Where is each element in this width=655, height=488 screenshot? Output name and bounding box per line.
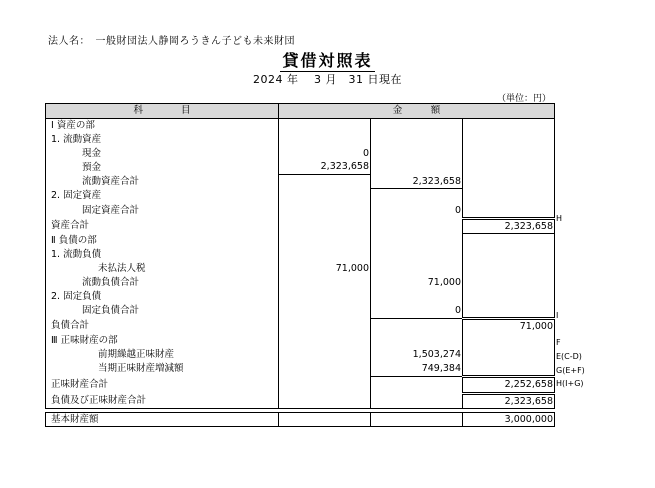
amount-col-3 <box>463 133 555 147</box>
amount-col-3 <box>463 262 555 276</box>
amount-col-1: 2,323,658 <box>279 160 371 174</box>
amount-col-1 <box>279 361 371 376</box>
table-row <box>46 146 555 160</box>
row-label: 2. 固定負債 <box>46 289 279 303</box>
amount-col-2: 71,000 <box>371 276 463 290</box>
amount-col-2: 0 <box>371 203 463 218</box>
amount-col-3: 2,323,658 <box>463 218 555 234</box>
amount-col-2: 749,384 <box>371 361 463 376</box>
table-row <box>46 318 555 333</box>
amount-col-3 <box>463 203 555 218</box>
amount-col-3 <box>463 234 555 248</box>
amount-col-1 <box>279 118 371 132</box>
side-note: G(E+F) <box>556 365 585 375</box>
amount-col-2 <box>371 218 463 234</box>
amount-col-1: 71,000 <box>279 262 371 276</box>
amount-col-2: 2,323,658 <box>371 174 463 188</box>
amount-col-1 <box>279 218 371 234</box>
amount-col-2 <box>371 262 463 276</box>
amount-col-2 <box>371 334 463 348</box>
header-item: 科 目 <box>46 104 279 119</box>
amount-col-2 <box>371 289 463 303</box>
row-label: 預金 <box>46 160 279 174</box>
amount-col-1 <box>279 376 371 393</box>
amount-col-2 <box>371 146 463 160</box>
row-label: 流動負債合計 <box>46 276 279 290</box>
row-label: 固定資産合計 <box>46 203 279 218</box>
amount-col-3: 2,252,658 <box>463 376 555 393</box>
amount-col-3 <box>463 276 555 290</box>
fund-row <box>46 413 555 427</box>
row-label: Ⅱ 負債の部 <box>46 234 279 248</box>
amount-col-3 <box>463 347 555 361</box>
amount-col-1 <box>279 133 371 147</box>
amount-col-1 <box>279 289 371 303</box>
amount-col-3 <box>463 303 555 318</box>
table-row <box>46 303 555 318</box>
amount-col-3: 2,323,658 <box>463 393 555 409</box>
amount-col-3: 71,000 <box>463 318 555 333</box>
table-row <box>46 248 555 262</box>
row-label: 正味財産合計 <box>46 376 279 393</box>
amount-col-3 <box>463 248 555 262</box>
table-row <box>46 276 555 290</box>
amount-col-2 <box>371 234 463 248</box>
title-text: 貸借対照表 <box>282 51 373 70</box>
amount-col-1 <box>279 203 371 218</box>
amount-col-1 <box>279 334 371 348</box>
side-note: H(I+G) <box>556 379 584 389</box>
row-label: 現金 <box>46 146 279 160</box>
amount-col-3 <box>463 146 555 160</box>
row-label: 1. 流動資産 <box>46 133 279 147</box>
row-label: 負債合計 <box>46 318 279 333</box>
amount-col-1 <box>279 174 371 188</box>
side-note: I <box>556 310 559 320</box>
table-row <box>46 118 555 132</box>
amount-col-1 <box>279 189 371 203</box>
amount-col-3 <box>463 189 555 203</box>
amount-col-1 <box>279 276 371 290</box>
amount-col-2 <box>371 318 463 333</box>
row-label: 当期正味財産増減額 <box>46 361 279 376</box>
table-row <box>46 361 555 376</box>
table-row <box>46 160 555 174</box>
amount-col-2: 1,503,274 <box>371 347 463 361</box>
amount-col-2: 0 <box>371 303 463 318</box>
row-label: Ⅰ 資産の部 <box>46 118 279 132</box>
row-label: 資産合計 <box>46 218 279 234</box>
amount-col-1 <box>279 347 371 361</box>
table-row <box>46 376 555 393</box>
fund-label: 基本財産額 <box>46 413 279 427</box>
amount-col-1: 0 <box>279 146 371 160</box>
amount-col-3 <box>463 334 555 348</box>
table-row <box>46 262 555 276</box>
unit-label: （単位：円） <box>497 94 552 104</box>
row-label: 負債及び正味財産合計 <box>46 393 279 409</box>
row-label: 2. 固定資産 <box>46 189 279 203</box>
table-row <box>46 218 555 234</box>
fund-value: 3,000,000 <box>463 413 555 427</box>
corporation-name: 法人名： 一般財団法人静岡ろうきん子ども未来財団 <box>48 36 295 47</box>
amount-col-1 <box>279 318 371 333</box>
table-row <box>46 234 555 248</box>
amount-col-3 <box>463 160 555 174</box>
row-label: 前期繰越正味財産 <box>46 347 279 361</box>
row-label: Ⅲ 正味財産の部 <box>46 334 279 348</box>
table-row <box>46 347 555 361</box>
amount-col-2 <box>371 133 463 147</box>
table-row <box>46 393 555 409</box>
amount-col-2 <box>371 393 463 409</box>
row-label: 1. 流動負債 <box>46 248 279 262</box>
amount-col-3 <box>463 289 555 303</box>
header-amount: 金 額 <box>279 104 555 119</box>
table-body <box>46 118 555 409</box>
amount-col-3 <box>463 118 555 132</box>
side-note: H <box>556 214 563 224</box>
amount-col-2 <box>371 160 463 174</box>
side-note: F <box>556 338 561 347</box>
table-row <box>46 133 555 147</box>
amount-col-2 <box>371 376 463 393</box>
amount-col-1 <box>279 303 371 318</box>
table-row <box>46 289 555 303</box>
table-row <box>46 189 555 203</box>
amount-col-2 <box>371 248 463 262</box>
table-header <box>46 104 555 119</box>
table-row <box>46 203 555 218</box>
document-title <box>0 48 655 71</box>
table-row <box>46 334 555 348</box>
amount-col-3 <box>463 174 555 188</box>
amount-col-1 <box>279 248 371 262</box>
fund-table <box>45 412 555 427</box>
fund-empty-1 <box>279 413 371 427</box>
amount-col-2 <box>371 118 463 132</box>
side-note: E(C-D) <box>556 351 582 361</box>
row-label: 固定負債合計 <box>46 303 279 318</box>
table-row <box>46 174 555 188</box>
amount-col-1 <box>279 393 371 409</box>
fund-empty-2 <box>371 413 463 427</box>
amount-col-2 <box>371 189 463 203</box>
row-label: 流動資産合計 <box>46 174 279 188</box>
balance-sheet-table <box>45 103 555 409</box>
amount-col-3 <box>463 361 555 376</box>
amount-col-1 <box>279 234 371 248</box>
as-of-date: 2024 年 3 月 31 日現在 <box>253 73 402 86</box>
row-label: 未払法人税 <box>46 262 279 276</box>
